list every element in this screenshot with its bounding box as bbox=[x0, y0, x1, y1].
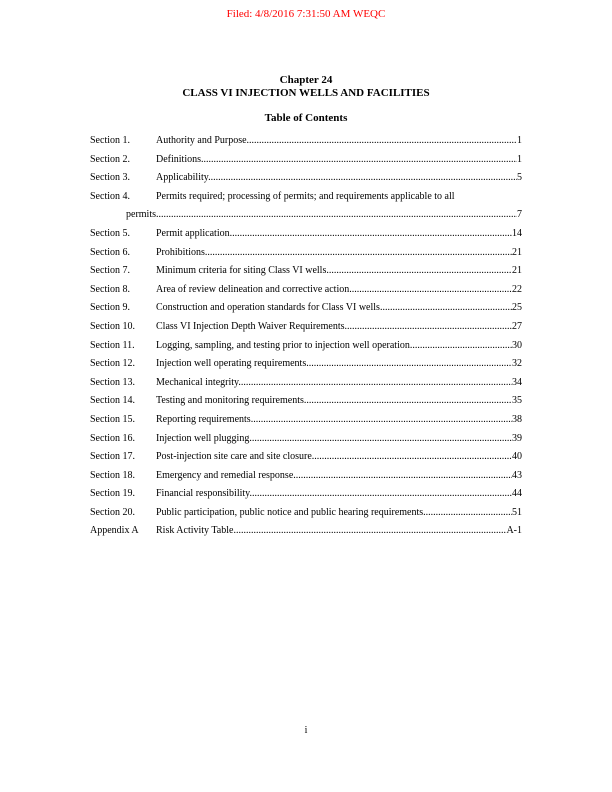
toc-page: 1 bbox=[517, 153, 522, 165]
page-number: i bbox=[304, 725, 308, 736]
toc-label: Section 11. bbox=[90, 339, 135, 351]
dot-leader bbox=[249, 135, 517, 147]
table-of-contents bbox=[90, 135, 522, 544]
toc-title-line-1: Permits required; processing of permits; and requirements applicable to all bbox=[156, 190, 455, 202]
toc-title: Emergency and remedial response. bbox=[156, 469, 296, 481]
toc-label: Section 15. bbox=[90, 413, 135, 425]
dot-leader bbox=[159, 209, 518, 221]
toc-title: Class VI Injection Depth Waiver Requirements bbox=[156, 320, 345, 332]
toc-entry-section-16[interactable] bbox=[90, 433, 522, 445]
dot-leader bbox=[412, 340, 512, 352]
toc-label: Section 13. bbox=[90, 376, 135, 388]
toc-page: A-1 bbox=[506, 525, 522, 537]
toc-title: Mechanical integrity. bbox=[156, 376, 241, 388]
toc-label: Section 17. bbox=[90, 451, 135, 463]
toc-page: 32 bbox=[512, 358, 522, 370]
toc-page: 44 bbox=[512, 488, 522, 500]
dot-leader bbox=[352, 284, 512, 296]
dot-leader bbox=[207, 247, 512, 259]
toc-page: 27 bbox=[512, 320, 522, 332]
dot-leader bbox=[329, 265, 512, 277]
dot-leader bbox=[232, 228, 512, 240]
toc-entry-section-20[interactable] bbox=[90, 507, 522, 519]
toc-page: 40 bbox=[512, 451, 522, 463]
toc-page: 34 bbox=[512, 376, 522, 388]
toc-title: Authority and Purpose. bbox=[156, 135, 250, 146]
toc-entry-section-3[interactable] bbox=[90, 172, 522, 184]
toc-title: Prohibitions. bbox=[156, 246, 208, 258]
toc-entry-section-13[interactable] bbox=[90, 377, 522, 389]
toc-label: Appendix A bbox=[90, 525, 139, 537]
toc-entry-section-5[interactable] bbox=[90, 228, 522, 240]
toc-title: Public participation, public notice and public hearing requirements. bbox=[156, 506, 426, 518]
toc-entry-section-7[interactable] bbox=[90, 265, 522, 277]
toc-page: 25 bbox=[512, 302, 522, 314]
toc-label: Section 19. bbox=[90, 488, 135, 500]
toc-label: Section 18. bbox=[90, 469, 135, 481]
toc-page: 51 bbox=[512, 506, 522, 518]
toc-title: Construction and operation standards for Class VI wells. bbox=[156, 302, 383, 314]
toc-title: Post-injection site care and site closure. bbox=[156, 451, 315, 463]
dot-leader bbox=[204, 154, 518, 166]
toc-title: Applicability. bbox=[156, 172, 211, 184]
document-title: CLASS VI INJECTION WELLS AND FACILITIES bbox=[182, 87, 430, 99]
dot-leader bbox=[253, 414, 512, 426]
toc-entry-section-9[interactable] bbox=[90, 302, 522, 314]
toc-entry-section-19[interactable] bbox=[90, 488, 522, 500]
toc-title: Definitions. bbox=[156, 153, 204, 165]
dot-leader bbox=[345, 321, 512, 333]
toc-label: Section 14. bbox=[90, 395, 135, 407]
toc-label: Section 2. bbox=[90, 153, 130, 165]
dot-leader bbox=[314, 451, 512, 463]
dot-leader bbox=[252, 488, 512, 500]
toc-entry-section-10[interactable] bbox=[90, 321, 522, 333]
toc-page: 30 bbox=[512, 339, 522, 351]
toc-entry-section-11[interactable] bbox=[90, 340, 522, 352]
toc-page: 35 bbox=[512, 395, 522, 407]
toc-title: Injection well plugging. bbox=[156, 432, 252, 444]
toc-entry-section-15[interactable] bbox=[90, 414, 522, 426]
toc-label: Section 6. bbox=[90, 246, 130, 258]
toc-heading: Table of Contents bbox=[264, 112, 348, 124]
toc-label: Section 3. bbox=[90, 172, 130, 184]
toc-entry-section-17[interactable] bbox=[90, 451, 522, 463]
toc-title: Reporting requirements. bbox=[156, 413, 254, 425]
dot-leader bbox=[236, 525, 506, 537]
toc-label: Section 5. bbox=[90, 227, 130, 239]
toc-label: Section 1. bbox=[90, 135, 130, 146]
toc-title: Risk Activity Table. bbox=[156, 525, 236, 537]
toc-title: Financial responsibility. bbox=[156, 488, 253, 500]
dot-leader bbox=[426, 507, 512, 519]
dot-leader bbox=[252, 433, 512, 445]
toc-page: 14 bbox=[512, 227, 522, 239]
toc-entry-section-6[interactable] bbox=[90, 247, 522, 259]
toc-page: 39 bbox=[512, 432, 522, 444]
toc-title: Minimum criteria for siting Class VI wells. bbox=[156, 265, 329, 277]
toc-entry-section-14[interactable] bbox=[90, 395, 522, 407]
toc-page: 5 bbox=[517, 172, 522, 184]
filed-stamp: Filed: 4/8/2016 7:31:50 AM WEQC bbox=[226, 8, 386, 20]
toc-page: 21 bbox=[512, 246, 522, 258]
toc-entry-appendix-a[interactable] bbox=[90, 525, 522, 537]
toc-label: Section 16. bbox=[90, 432, 135, 444]
toc-title-line-2: permits. bbox=[126, 209, 159, 221]
toc-label: Section 20. bbox=[90, 506, 135, 518]
toc-entry-section-12[interactable] bbox=[90, 358, 522, 370]
dot-leader bbox=[211, 172, 517, 184]
toc-label: Section 12. bbox=[90, 358, 135, 370]
toc-title: Injection well operating requirements. bbox=[156, 358, 309, 370]
toc-page: 43 bbox=[512, 469, 522, 481]
toc-title: Logging, sampling, and testing prior to injection well operation. bbox=[156, 339, 413, 351]
toc-title: Permit application. bbox=[156, 227, 233, 239]
toc-entry-section-4[interactable] bbox=[90, 191, 522, 222]
toc-page: 7 bbox=[517, 209, 522, 221]
toc-page: 21 bbox=[512, 265, 522, 277]
toc-page: 22 bbox=[512, 283, 522, 295]
dot-leader bbox=[309, 358, 512, 370]
toc-entry-section-1[interactable] bbox=[90, 135, 522, 147]
toc-page: 1 bbox=[517, 135, 522, 146]
dot-leader bbox=[296, 470, 512, 482]
toc-entry-section-18[interactable] bbox=[90, 470, 522, 482]
toc-label: Section 7. bbox=[90, 265, 130, 277]
toc-label: Section 8. bbox=[90, 283, 130, 295]
toc-label: Section 10. bbox=[90, 320, 135, 332]
toc-label: Section 4. bbox=[90, 190, 130, 202]
toc-entry-section-2[interactable] bbox=[90, 154, 522, 166]
dot-leader bbox=[382, 302, 512, 314]
toc-label: Section 9. bbox=[90, 302, 130, 314]
toc-entry-section-8[interactable] bbox=[90, 284, 522, 296]
chapter-number: Chapter 24 bbox=[279, 74, 333, 86]
toc-page: 38 bbox=[512, 413, 522, 425]
dot-leader bbox=[306, 395, 512, 407]
toc-title: Area of review delineation and corrective action. bbox=[156, 283, 352, 295]
toc-title: Testing and monitoring requirements. bbox=[156, 395, 307, 407]
dot-leader bbox=[241, 377, 512, 389]
